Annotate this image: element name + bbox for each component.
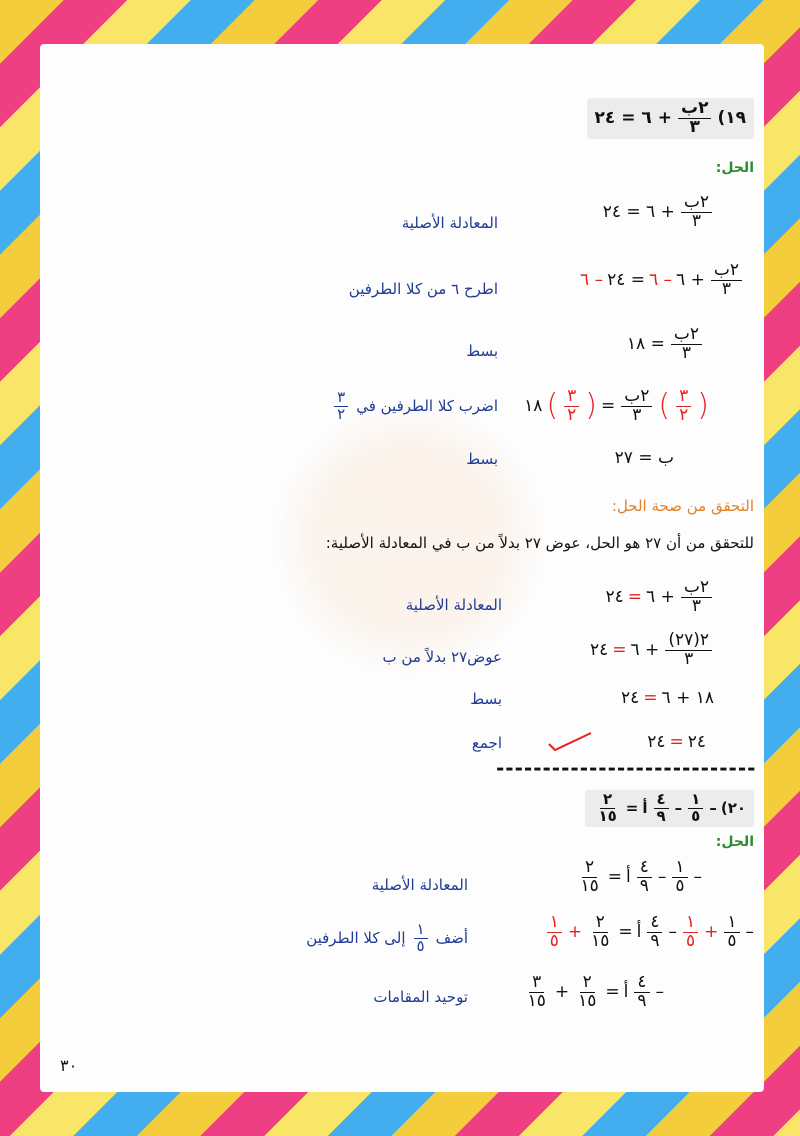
q19-step2-equation bbox=[580, 262, 744, 299]
frac-den: ٩ bbox=[656, 806, 666, 825]
frac-den: ٥ bbox=[675, 875, 685, 896]
q20-step2-label bbox=[306, 922, 468, 955]
page bbox=[40, 44, 764, 1092]
check2-equation bbox=[590, 632, 714, 669]
frac-den: ٩ bbox=[650, 930, 660, 951]
equation-term: ٢٤ bbox=[605, 587, 624, 608]
equation-text: + ٦ = ٢٤ bbox=[602, 202, 675, 223]
equals-red: = bbox=[669, 732, 684, 752]
frac-num: ٤ bbox=[647, 914, 662, 933]
frac-den: ٩ bbox=[639, 875, 649, 896]
q20-step1-label: المعادلة الأصلية bbox=[371, 876, 468, 894]
check3-equation bbox=[621, 688, 714, 708]
check2-label: عوض٢٧ بدلاً من ب bbox=[382, 648, 502, 666]
equation-term: + ٦ bbox=[630, 640, 660, 661]
equals-red: = bbox=[627, 587, 643, 608]
check-header: التحقق من صحة الحل: bbox=[611, 497, 754, 515]
frac-den: ١٥ bbox=[578, 990, 597, 1011]
q20-solution-header: الحل: bbox=[715, 834, 754, 850]
equation-term-red: – ٦ bbox=[580, 270, 604, 291]
equation-term: + ٦ bbox=[646, 587, 675, 608]
q20-step2-equation: – $\frac{١}{٥}$ + $\frac{١}{٥}$ – $\frac{٤}{٩}$ أ = $\frac{٢}{١٥}$ + $\frac{١}{٥}$ bbox=[545, 914, 754, 951]
q19-frac-den: ٣ bbox=[689, 116, 700, 137]
frac-num: ١ bbox=[414, 922, 428, 939]
q19-step1-label: المعادلة الأصلية bbox=[401, 214, 498, 232]
q19-step5-equation: ب = ٢٧ bbox=[614, 448, 674, 468]
q19-number: ١٩) bbox=[717, 108, 746, 129]
frac-den: ٥ bbox=[416, 936, 425, 955]
q19-solution-header: الحل: bbox=[715, 160, 754, 176]
frac-num: ١ bbox=[672, 859, 687, 878]
frac-den: ٢ bbox=[337, 404, 346, 423]
frac-den: ٥ bbox=[549, 930, 559, 951]
equation-term: ١٨ + ٦ bbox=[661, 688, 714, 708]
frac-den: ٣ bbox=[684, 648, 694, 669]
equation-term: ٢٤ bbox=[621, 688, 640, 708]
variable: أ bbox=[642, 799, 648, 818]
q20-step3-equation: – $\frac{٤}{٩}$ أ = $\frac{٢}{١٥}$ + $\frac{٣}{١٥}$ bbox=[523, 974, 664, 1011]
frac-num: ٢ب bbox=[711, 262, 742, 281]
q19-fraction bbox=[678, 100, 711, 137]
frac-den: ٥ bbox=[727, 930, 737, 951]
frac-den: ٣ bbox=[632, 404, 642, 425]
check4-label: اجمع bbox=[471, 734, 502, 752]
q20-number: ٢٠) bbox=[720, 799, 746, 818]
equation-text: = ١٨ bbox=[626, 334, 665, 355]
frac-num: ٤ bbox=[637, 859, 652, 878]
q19-problem bbox=[587, 98, 754, 139]
equation-term: ٢٤ bbox=[590, 640, 609, 661]
equation-term: = ٢٤ bbox=[607, 270, 645, 291]
frac-den: ٣ bbox=[681, 342, 691, 363]
frac-num: ٣ bbox=[676, 388, 691, 407]
variable: أ bbox=[623, 982, 629, 1003]
frac-den: ١٥ bbox=[598, 806, 617, 825]
equation-text: ١٨ bbox=[524, 396, 543, 417]
equals-red: = bbox=[643, 688, 658, 708]
q20-step1-equation: – $\frac{١}{٥}$ – $\frac{٤}{٩}$ أ = $\frac{٢}{١٥}$ bbox=[575, 859, 702, 896]
q19-step5-label: بسط bbox=[466, 450, 498, 468]
frac-num: ٤ bbox=[654, 792, 669, 809]
frac-den: ٣ bbox=[691, 595, 701, 616]
label-text: أضف bbox=[435, 929, 468, 948]
label-text: اضرب كلا الطرفين في bbox=[356, 397, 498, 416]
variable: أ bbox=[636, 922, 642, 943]
frac-num: ٢ب bbox=[681, 194, 712, 213]
page-number: ٣٠ bbox=[60, 1056, 78, 1075]
frac-num: ٢ bbox=[600, 792, 615, 809]
checkmark-icon bbox=[545, 730, 595, 752]
q19-frac-num: ٢ب bbox=[678, 100, 711, 119]
frac-num: ٢ bbox=[580, 974, 595, 993]
equals-red: = bbox=[612, 640, 627, 661]
q20-step3-label: توحيد المقامات bbox=[373, 988, 468, 1006]
frac-num: ٢ب bbox=[681, 579, 712, 598]
frac-den: ٢ bbox=[679, 404, 689, 425]
frac-den: ٥ bbox=[691, 806, 701, 825]
q19-step2-label: اطرح ٦ من كلا الطرفين bbox=[348, 280, 498, 298]
divider: ---------------------------- bbox=[496, 756, 757, 780]
frac-num: ١ bbox=[724, 914, 739, 933]
frac-den: ٣ bbox=[691, 210, 701, 231]
frac-den: ١٥ bbox=[591, 930, 610, 951]
frac-num: ٣ bbox=[334, 390, 348, 407]
q19-step4-equation: ( $\frac{٣}{٢}$ ) $\frac{\text{٢ب}}{٣}$ = ( $\frac{٣}{٢}$ ) ١٨ bbox=[524, 386, 709, 425]
frac-num: ٢ bbox=[593, 914, 608, 933]
equals: = bbox=[601, 396, 616, 417]
frac-num: ٢ bbox=[582, 859, 597, 878]
frac-num: ١ bbox=[688, 792, 703, 809]
check4-equation bbox=[647, 732, 706, 752]
frac-den: ١٥ bbox=[580, 875, 599, 896]
frac-num: ٢ب bbox=[671, 326, 702, 345]
q19-step3-label: بسط bbox=[466, 342, 498, 360]
frac-num: ٤ bbox=[634, 974, 649, 993]
frac-den: ١٥ bbox=[527, 990, 546, 1011]
frac-den: ٣ bbox=[721, 278, 731, 299]
frac-den: ٩ bbox=[637, 990, 647, 1011]
q19-step4-label bbox=[332, 390, 498, 423]
frac-num: ٣ bbox=[529, 974, 544, 993]
q19-step1-equation bbox=[603, 194, 714, 231]
label-text: إلى كلا الطرفين bbox=[306, 929, 406, 948]
frac-num: ٢ب bbox=[621, 388, 652, 407]
q20-problem: ٢٠) – $\frac{١}{٥}$ – $\frac{٤}{٩}$ أ = $\frac{٢}{١٥}$ bbox=[585, 790, 754, 827]
q19-step3-equation bbox=[627, 326, 704, 363]
frac-den: ٥ bbox=[685, 930, 696, 951]
check1-label: المعادلة الأصلية bbox=[405, 596, 502, 614]
equation-term-red: – ٦ bbox=[649, 270, 673, 291]
frac-num: ٢(٢٧) bbox=[665, 632, 712, 651]
variable: أ bbox=[625, 867, 631, 888]
check3-label: بسط bbox=[470, 690, 502, 708]
q19-equation-rest: + ٦ = ٢٤ bbox=[594, 108, 672, 129]
frac-num: ١ bbox=[547, 914, 562, 933]
frac-num: ١ bbox=[683, 914, 698, 933]
frac-den: ٢ bbox=[567, 404, 577, 425]
check1-equation bbox=[606, 579, 714, 616]
equation-term: ٢٤ bbox=[647, 732, 666, 752]
equation-term: ٢٤ bbox=[687, 732, 706, 752]
check-intro: للتحقق من أن ٢٧ هو الحل، عوض ٢٧ بدلاً من ب في المعادلة الأصلية: bbox=[325, 534, 754, 552]
equation-term: + ٦ bbox=[676, 270, 705, 291]
frac-num: ٣ bbox=[564, 388, 579, 407]
